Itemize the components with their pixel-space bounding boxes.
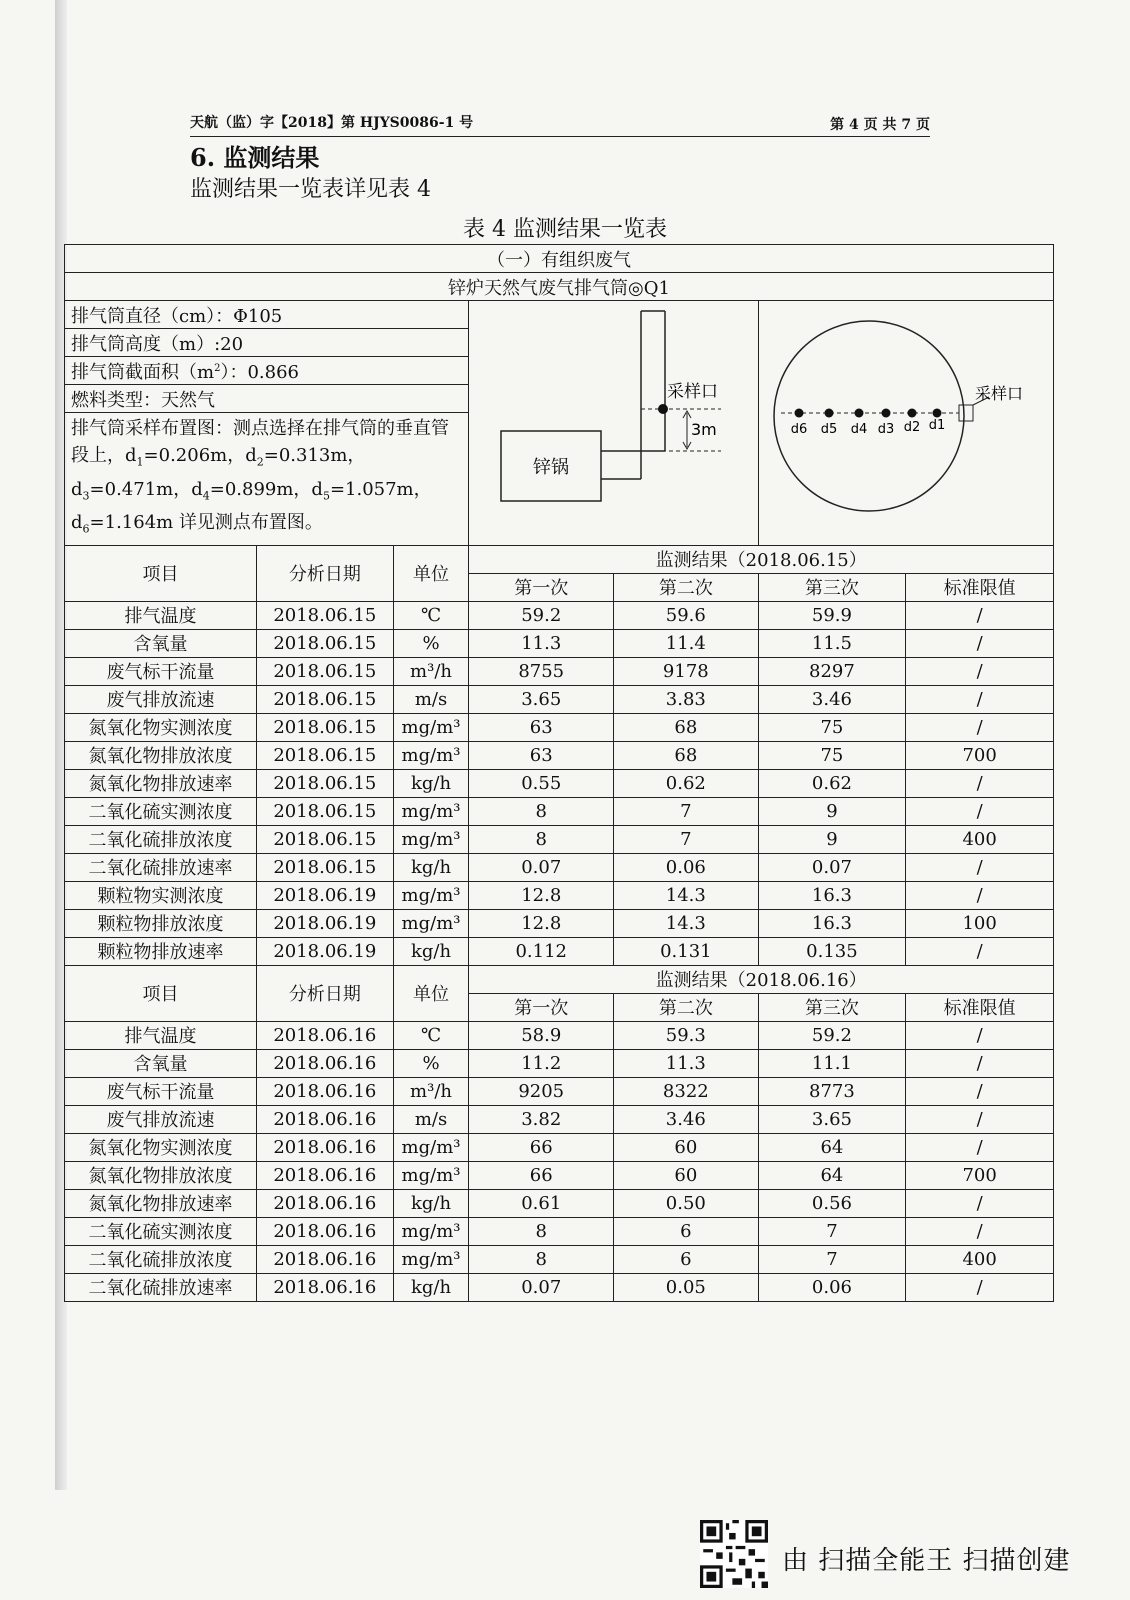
table-row [65, 685, 1054, 713]
table-row [65, 1021, 1054, 1049]
cell-date: 2018.06.16 [257, 1077, 394, 1105]
cell-first: 8 [469, 797, 614, 825]
cell-date: 2018.06.15 [257, 713, 394, 741]
table-row [65, 797, 1054, 825]
cell-first: 8 [469, 1245, 614, 1273]
cell-third: 3.46 [758, 685, 906, 713]
cell-second: 6 [614, 1245, 759, 1273]
cell-unit: mg/m³ [393, 1161, 469, 1189]
cell-second: 59.6 [614, 601, 759, 629]
cell-first: 12.8 [469, 909, 614, 937]
cell-date: 2018.06.15 [257, 629, 394, 657]
cell-third: 59.9 [758, 601, 906, 629]
cell-date: 2018.06.15 [257, 825, 394, 853]
cell-unit: mg/m³ [393, 1245, 469, 1273]
point-label: d6 [790, 422, 807, 437]
table-row [65, 1245, 1054, 1273]
cell-limit: / [906, 1217, 1054, 1245]
point-label: d1 [928, 418, 945, 433]
col-second: 第二次 [614, 993, 759, 1021]
table-row [65, 1049, 1054, 1077]
table-row [65, 713, 1054, 741]
cell-unit: mg/m³ [393, 1133, 469, 1161]
cell-item: 氮氧化物实测浓度 [65, 713, 257, 741]
cell-unit: mg/m³ [393, 1217, 469, 1245]
point-label: d2 [903, 420, 920, 435]
cell-date: 2018.06.19 [257, 937, 394, 965]
stack-side-svg [469, 301, 758, 529]
cell-date: 2018.06.15 [257, 769, 394, 797]
cell-second: 14.3 [614, 881, 759, 909]
fuel-type: 燃料类型：天然气 [65, 385, 469, 413]
point-label: d5 [820, 422, 837, 437]
table-row [65, 769, 1054, 797]
page-number: 第 4 页 共 7 页 [830, 117, 930, 133]
cell-first: 9205 [469, 1077, 614, 1105]
port-box [959, 405, 973, 421]
group1-rows [65, 601, 1054, 965]
cell-item: 废气标干流量 [65, 657, 257, 685]
cell-third: 59.2 [758, 1021, 906, 1049]
cell-date: 2018.06.15 [257, 601, 394, 629]
cell-second: 0.05 [614, 1273, 759, 1301]
stack-diameter: 排气筒直径（cm）：Φ105 [65, 301, 469, 329]
cell-limit: / [906, 769, 1054, 797]
cell-date: 2018.06.16 [257, 1245, 394, 1273]
cell-limit: 400 [906, 825, 1054, 853]
cell-item: 颗粒物实测浓度 [65, 881, 257, 909]
cell-item: 废气排放流速 [65, 685, 257, 713]
cell-unit: m/s [393, 685, 469, 713]
cell-date: 2018.06.15 [257, 657, 394, 685]
cell-first: 66 [469, 1133, 614, 1161]
table-row [65, 1273, 1054, 1301]
table-row [65, 825, 1054, 853]
cell-second: 0.131 [614, 937, 759, 965]
cell-second: 60 [614, 1161, 759, 1189]
col-third: 第三次 [758, 993, 906, 1021]
cell-limit: 700 [906, 1161, 1054, 1189]
cell-first: 12.8 [469, 881, 614, 909]
col-item: 项目 [65, 545, 257, 601]
cell-first: 59.2 [469, 601, 614, 629]
cell-limit: / [906, 601, 1054, 629]
cell-item: 排气温度 [65, 1021, 257, 1049]
cell-first: 8 [469, 825, 614, 853]
col-item: 项目 [65, 965, 257, 1021]
cell-second: 59.3 [614, 1021, 759, 1049]
cell-first: 8755 [469, 657, 614, 685]
cell-unit: kg/h [393, 1189, 469, 1217]
cross-port-label: 采样口 [974, 384, 1023, 403]
table-row [65, 853, 1054, 881]
cell-date: 2018.06.16 [257, 1161, 394, 1189]
cell-limit: / [906, 713, 1054, 741]
cell-first: 8 [469, 1217, 614, 1245]
col-limit: 标准限值 [906, 993, 1054, 1021]
cell-item: 氮氧化物排放浓度 [65, 741, 257, 769]
cell-third: 9 [758, 797, 906, 825]
cell-limit: / [906, 1105, 1054, 1133]
cell-third: 7 [758, 1245, 906, 1273]
cell-limit: / [906, 1133, 1054, 1161]
cell-item: 颗粒物排放速率 [65, 937, 257, 965]
cell-unit: mg/m³ [393, 909, 469, 937]
cell-third: 75 [758, 713, 906, 741]
cell-second: 11.4 [614, 629, 759, 657]
cell-unit: mg/m³ [393, 713, 469, 741]
table-row [65, 1161, 1054, 1189]
cell-limit: / [906, 629, 1054, 657]
stack-side-diagram [469, 301, 758, 546]
cell-third: 11.5 [758, 629, 906, 657]
cell-unit: ℃ [393, 601, 469, 629]
cell-third: 7 [758, 1217, 906, 1245]
section-title: 6. 监测结果 [190, 143, 320, 172]
cell-limit: 100 [906, 909, 1054, 937]
table-row [65, 601, 1054, 629]
col-date: 分析日期 [257, 965, 394, 1021]
cell-date: 2018.06.16 [257, 1021, 394, 1049]
cell-limit: / [906, 685, 1054, 713]
cell-limit: / [906, 657, 1054, 685]
cell-date: 2018.06.16 [257, 1273, 394, 1301]
cell-second: 0.62 [614, 769, 759, 797]
cell-second: 0.50 [614, 1189, 759, 1217]
cell-limit: / [906, 881, 1054, 909]
cell-first: 11.3 [469, 629, 614, 657]
cell-third: 0.135 [758, 937, 906, 965]
cell-second: 60 [614, 1133, 759, 1161]
cell-third: 16.3 [758, 881, 906, 909]
cell-date: 2018.06.15 [257, 741, 394, 769]
cell-limit: / [906, 1049, 1054, 1077]
cell-limit: 700 [906, 741, 1054, 769]
cell-third: 0.06 [758, 1273, 906, 1301]
cell-first: 58.9 [469, 1021, 614, 1049]
cell-unit: m³/h [393, 1077, 469, 1105]
table-row [65, 657, 1054, 685]
cell-unit: mg/m³ [393, 825, 469, 853]
cell-limit: / [906, 1021, 1054, 1049]
cell-second: 14.3 [614, 909, 759, 937]
point-label: d3 [877, 422, 894, 437]
cell-third: 9 [758, 825, 906, 853]
cross-section-svg [759, 301, 1051, 529]
cell-date: 2018.06.16 [257, 1049, 394, 1077]
section-description: 监测结果一览表详见表 4 [190, 177, 431, 202]
cell-item: 二氧化硫排放速率 [65, 1273, 257, 1301]
cell-third: 11.1 [758, 1049, 906, 1077]
cell-limit: / [906, 797, 1054, 825]
group2-heading: 监测结果（2018.06.16） [469, 965, 1054, 993]
cell-second: 6 [614, 1217, 759, 1245]
cell-unit: kg/h [393, 1273, 469, 1301]
cell-third: 8297 [758, 657, 906, 685]
cell-limit: 400 [906, 1245, 1054, 1273]
table-row [65, 1105, 1054, 1133]
cell-second: 68 [614, 713, 759, 741]
group2-rows [65, 1021, 1054, 1301]
col-unit: 单位 [393, 965, 469, 1021]
cell-item: 废气标干流量 [65, 1077, 257, 1105]
cell-limit: / [906, 937, 1054, 965]
cell-limit: / [906, 1273, 1054, 1301]
cell-unit: ℃ [393, 1021, 469, 1049]
cell-item: 二氧化硫实测浓度 [65, 797, 257, 825]
sampling-layout-text: 排气筒采样布置图：测点选择在排气筒的垂直管段上，$d_1=0.206m$，$d_2=0.313m$，$d_3=0.471m$，$d_4=0.899m$，$d_5=1.057m$，$d_6=1.164m$ 详见测点布置图。 [65, 413, 469, 546]
point-label: d4 [850, 422, 867, 437]
cell-first: 11.2 [469, 1049, 614, 1077]
table-row [65, 1189, 1054, 1217]
cell-third: 64 [758, 1161, 906, 1189]
cell-item: 二氧化硫排放速率 [65, 853, 257, 881]
col-third: 第三次 [758, 573, 906, 601]
table-row [65, 1217, 1054, 1245]
scanner-caption: 由 扫描全能王 扫描创建 [782, 1546, 1071, 1576]
cell-unit: % [393, 629, 469, 657]
cell-item: 氮氧化物实测浓度 [65, 1133, 257, 1161]
col-date: 分析日期 [257, 545, 394, 601]
cell-unit: kg/h [393, 853, 469, 881]
cell-item: 含氧量 [65, 629, 257, 657]
cell-second: 7 [614, 825, 759, 853]
cell-unit: mg/m³ [393, 797, 469, 825]
cell-third: 8773 [758, 1077, 906, 1105]
sampling-point-dot [658, 404, 668, 414]
cell-second: 68 [614, 741, 759, 769]
cell-date: 2018.06.16 [257, 1105, 394, 1133]
cell-third: 0.56 [758, 1189, 906, 1217]
cell-date: 2018.06.16 [257, 1189, 394, 1217]
cell-second: 8322 [614, 1077, 759, 1105]
cell-second: 7 [614, 797, 759, 825]
cell-date: 2018.06.15 [257, 685, 394, 713]
cell-first: 3.82 [469, 1105, 614, 1133]
cell-unit: m³/h [393, 657, 469, 685]
cell-first: 63 [469, 741, 614, 769]
table-title: 表 4 监测结果一览表 [463, 217, 667, 242]
cell-first: 0.55 [469, 769, 614, 797]
cell-date: 2018.06.16 [257, 1217, 394, 1245]
cell-third: 64 [758, 1133, 906, 1161]
boiler-label: 锌锅 [533, 457, 570, 478]
cell-unit: % [393, 1049, 469, 1077]
cell-item: 二氧化硫排放浓度 [65, 825, 257, 853]
cell-second: 9178 [614, 657, 759, 685]
cell-item: 氮氧化物排放速率 [65, 1189, 257, 1217]
col-unit: 单位 [393, 545, 469, 601]
cell-item: 排气温度 [65, 601, 257, 629]
cell-item: 颗粒物排放浓度 [65, 909, 257, 937]
cell-second: 0.06 [614, 853, 759, 881]
cell-third: 16.3 [758, 909, 906, 937]
cell-item: 氮氧化物排放速率 [65, 769, 257, 797]
cell-first: 66 [469, 1161, 614, 1189]
cell-item: 二氧化硫排放浓度 [65, 1245, 257, 1273]
table-row [65, 909, 1054, 937]
cell-second: 3.83 [614, 685, 759, 713]
cell-first: 3.65 [469, 685, 614, 713]
col-first: 第一次 [469, 573, 614, 601]
monitoring-results-table [64, 244, 1054, 1302]
cell-first: 0.112 [469, 937, 614, 965]
cell-unit: m/s [393, 1105, 469, 1133]
stack-height: 排气筒高度（m）:20 [65, 329, 469, 357]
cell-date: 2018.06.19 [257, 881, 394, 909]
stack-area: 排气筒截面积$(m^2)$：0.866 [65, 357, 469, 385]
source-row: 锌炉天然气废气排气筒◎Q1 [65, 273, 1054, 301]
table-row [65, 1133, 1054, 1161]
cell-unit: mg/m³ [393, 881, 469, 909]
group1-heading: 监测结果（2018.06.15） [469, 545, 1054, 573]
cell-second: 3.46 [614, 1105, 759, 1133]
cell-limit: / [906, 853, 1054, 881]
cell-item: 氮氧化物排放浓度 [65, 1161, 257, 1189]
category-row: （一）有组织废气 [65, 245, 1054, 273]
table-row [65, 937, 1054, 965]
cell-item: 二氧化硫实测浓度 [65, 1217, 257, 1245]
cell-third: 0.07 [758, 853, 906, 881]
cell-limit: / [906, 1077, 1054, 1105]
cell-first: 0.61 [469, 1189, 614, 1217]
cross-section-diagram [758, 301, 1053, 546]
cell-unit: kg/h [393, 937, 469, 965]
table-row [65, 741, 1054, 769]
qr-code-icon [700, 1520, 768, 1588]
cell-third: 75 [758, 741, 906, 769]
cell-unit: mg/m³ [393, 741, 469, 769]
col-second: 第二次 [614, 573, 759, 601]
report-number: 天航（监）字【2018】第 HJYS0086-1 号 [190, 115, 474, 131]
cell-item: 含氧量 [65, 1049, 257, 1077]
table-row [65, 1077, 1054, 1105]
cell-third: 0.62 [758, 769, 906, 797]
cell-limit: / [906, 1189, 1054, 1217]
cell-date: 2018.06.16 [257, 1133, 394, 1161]
table-row [65, 629, 1054, 657]
cell-date: 2018.06.15 [257, 853, 394, 881]
cell-first: 0.07 [469, 1273, 614, 1301]
cell-item: 废气排放流速 [65, 1105, 257, 1133]
cell-first: 63 [469, 713, 614, 741]
scanner-footer [700, 1520, 1100, 1590]
page-header [190, 110, 930, 137]
sampling-port-label: 采样口 [667, 382, 719, 402]
col-limit: 标准限值 [906, 573, 1054, 601]
table-row [65, 881, 1054, 909]
cell-first: 0.07 [469, 853, 614, 881]
col-first: 第一次 [469, 993, 614, 1021]
cell-date: 2018.06.15 [257, 797, 394, 825]
distance-label: 3m [691, 420, 718, 439]
cell-second: 11.3 [614, 1049, 759, 1077]
cell-date: 2018.06.19 [257, 909, 394, 937]
cell-third: 3.65 [758, 1105, 906, 1133]
cell-unit: kg/h [393, 769, 469, 797]
